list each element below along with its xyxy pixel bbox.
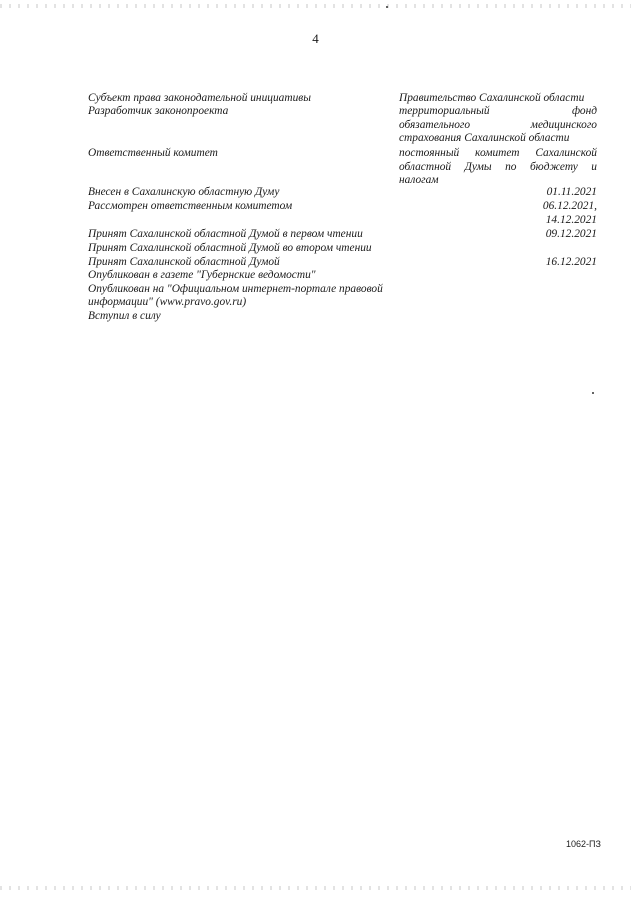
committee-value-line3: налогам [399,174,439,187]
scan-noise-top [0,4,631,8]
adopted-date: 16.12.2021 [545,256,597,268]
developer-value [399,105,597,146]
page-number: 4 [312,31,319,46]
subject-label: Субъект права законодательной инициативы [88,92,311,104]
reviewed-date-1: 06.12.2021, [542,200,597,212]
first-reading-label: Принят Сахалинской областной Думой в первом чтении [88,228,363,240]
scan-speck [592,392,594,394]
first-reading-date: 09.12.2021 [545,228,597,240]
developer-value-line2 [399,119,597,133]
published-portal-label-line2: информации" (www.pravo.gov.ru) [88,296,247,308]
scan-speck-top [386,6,388,8]
developer-word-mandatory: обязательного [399,118,471,131]
adopted-label: Принят Сахалинской областной Думой [88,256,280,268]
committee-value-line2: областной Думы по бюджету и [399,160,597,173]
developer-value-line1 [399,105,597,119]
developer-label: Разработчик законопроекта [88,105,229,117]
effective-label: Вступил в силу [88,310,161,322]
developer-word-territorial: территориальный [399,105,490,117]
scan-noise-bottom [0,886,631,890]
submitted-date: 01.11.2021 [546,186,597,198]
published-gazette-label: Опубликован в газете "Губернские ведомости" [88,269,316,281]
subject-value-text: Правительство Сахалинской области [399,92,585,104]
reviewed-label: Рассмотрен ответственным комитетом [88,200,293,212]
developer-word-medical: медицинского [530,118,597,131]
subject-value [399,92,597,106]
developer-word-fund: фонд [571,105,597,117]
published-portal-label-line1: Опубликован на "Официальном интернет-портале правовой [88,283,383,295]
developer-value-line3: страхования Сахалинской области [399,132,570,145]
committee-label: Ответственный комитет [88,147,218,159]
reviewed-date-2: 14.12.2021 [545,214,597,226]
document-code: 1062-ПЗ [566,839,601,849]
committee-value-line1: постоянный комитет Сахалинской [399,147,597,159]
committee-value [399,147,597,188]
second-reading-label: Принят Сахалинской областной Думой во втором чтении [88,242,372,254]
submitted-label: Внесен в Сахалинскую областную Думу [88,186,280,198]
